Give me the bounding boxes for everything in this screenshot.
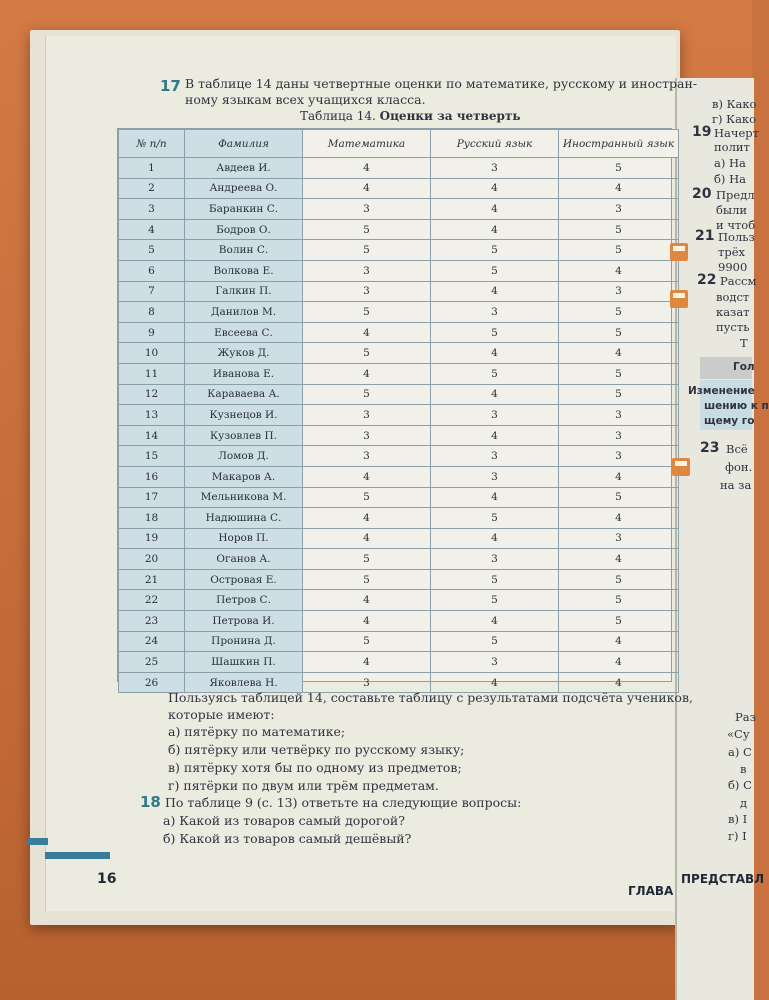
cell-foreign: 4 xyxy=(559,466,679,487)
cell-math: 4 xyxy=(303,466,431,487)
cell-math: 3 xyxy=(303,260,431,281)
cell-number: 22 xyxy=(119,590,185,611)
cell-math: 4 xyxy=(303,508,431,529)
cell-surname: Галкин П. xyxy=(185,281,303,302)
cell-surname: Островая Е. xyxy=(185,569,303,590)
cell-russian: 4 xyxy=(431,425,559,446)
cell-foreign: 4 xyxy=(559,343,679,364)
cell-russian: 3 xyxy=(431,549,559,570)
rp-task-22-line2: водст xyxy=(716,290,750,304)
cell-number: 10 xyxy=(119,343,185,364)
rp-task-23-line3: на за xyxy=(720,478,752,492)
footer-accent-bar xyxy=(45,852,110,859)
cell-number: 16 xyxy=(119,466,185,487)
cell-russian: 3 xyxy=(431,302,559,323)
rp-task-22-number: 22 xyxy=(697,272,717,288)
rp-line-g: г) Како xyxy=(712,112,757,126)
table-row xyxy=(119,508,679,529)
cell-math: 5 xyxy=(303,384,431,405)
table-row xyxy=(119,631,679,652)
cell-foreign: 5 xyxy=(559,569,679,590)
cell-russian: 4 xyxy=(431,178,559,199)
table-row xyxy=(119,240,679,261)
rp-lower-line7: в) І xyxy=(728,812,748,826)
cell-number: 6 xyxy=(119,260,185,281)
cell-surname: Надюшина С. xyxy=(185,508,303,529)
cell-russian: 4 xyxy=(431,672,559,693)
table-row xyxy=(119,322,679,343)
table-row xyxy=(119,425,679,446)
rp-task-20-number: 20 xyxy=(692,186,712,202)
rp-lower-line3: а) С xyxy=(728,745,752,759)
cell-russian: 5 xyxy=(431,569,559,590)
table-row xyxy=(119,466,679,487)
rp-task-20-line1: Предл xyxy=(716,188,755,202)
cell-surname: Петрова И. xyxy=(185,611,303,632)
cell-surname: Караваева А. xyxy=(185,384,303,405)
rp-lower-line5: б) С xyxy=(728,778,752,792)
cell-surname: Волкова Е. xyxy=(185,260,303,281)
rp-task-21-line1: Польз xyxy=(718,230,755,244)
table-row xyxy=(119,405,679,426)
rp-task-23-line1: Всё xyxy=(726,442,748,456)
task-18-text: По таблице 9 (с. 13) ответьте на следующие вопросы: xyxy=(165,795,522,810)
header-surname: Фамилия xyxy=(185,130,303,158)
rp-task-20-line3: и чтоб xyxy=(716,218,756,232)
cell-math: 3 xyxy=(303,425,431,446)
cell-foreign: 5 xyxy=(559,158,679,179)
cell-math: 4 xyxy=(303,322,431,343)
grades-table xyxy=(117,128,675,689)
cell-number: 8 xyxy=(119,302,185,323)
footer-accent-bar-left xyxy=(28,838,48,845)
cell-russian: 3 xyxy=(431,466,559,487)
cell-russian: 5 xyxy=(431,508,559,529)
cell-russian: 5 xyxy=(431,590,559,611)
cell-foreign: 5 xyxy=(559,322,679,343)
table-title xyxy=(300,109,521,123)
cell-russian: 4 xyxy=(431,343,559,364)
cell-math: 4 xyxy=(303,158,431,179)
rp-lower-line6: д xyxy=(740,796,748,810)
cell-foreign: 3 xyxy=(559,199,679,220)
cell-surname: Евсеева С. xyxy=(185,322,303,343)
cell-foreign: 4 xyxy=(559,652,679,673)
header-number: № п/п xyxy=(119,130,185,158)
cell-russian: 4 xyxy=(431,219,559,240)
table-row xyxy=(119,178,679,199)
instruction-line1: Пользуясь таблицей 14, составьте таблицу с результатами подсчёта учеников, xyxy=(168,690,693,705)
cell-number: 11 xyxy=(119,363,185,384)
rp-task-19-b: б) На xyxy=(714,172,746,186)
cell-surname: Норов П. xyxy=(185,528,303,549)
cell-number: 2 xyxy=(119,178,185,199)
cell-foreign: 5 xyxy=(559,240,679,261)
rp-lower-line1: Раз xyxy=(735,710,756,724)
cell-foreign: 5 xyxy=(559,219,679,240)
table-title-prefix: Таблица 14. xyxy=(300,109,376,123)
cell-math: 4 xyxy=(303,363,431,384)
header-russian: Русский язык xyxy=(431,130,559,158)
cell-math: 3 xyxy=(303,672,431,693)
cell-surname: Бодров О. xyxy=(185,219,303,240)
cell-math: 3 xyxy=(303,199,431,220)
cell-math: 4 xyxy=(303,590,431,611)
table-row xyxy=(119,549,679,570)
cell-russian: 3 xyxy=(431,446,559,467)
cell-number: 20 xyxy=(119,549,185,570)
item-b: б) пятёрку или четвёрку по русскому языку; xyxy=(168,742,465,757)
cell-russian: 3 xyxy=(431,405,559,426)
cell-surname: Андреева О. xyxy=(185,178,303,199)
cell-math: 4 xyxy=(303,178,431,199)
rp-task-21-line3: 9900 xyxy=(718,260,748,274)
rp-task-22-line4: пусть xyxy=(716,320,750,334)
cell-russian: 3 xyxy=(431,158,559,179)
item-d: г) пятёрки по двум или трём предметам. xyxy=(168,778,439,793)
table-header-row xyxy=(119,130,679,158)
cell-foreign: 4 xyxy=(559,178,679,199)
table-row xyxy=(119,384,679,405)
cell-russian: 5 xyxy=(431,240,559,261)
cell-number: 15 xyxy=(119,446,185,467)
header-foreign: Иностранный язык xyxy=(559,130,679,158)
cell-foreign: 4 xyxy=(559,549,679,570)
table-row xyxy=(119,569,679,590)
cell-foreign: 4 xyxy=(559,631,679,652)
rp-gray-header-text: Гол xyxy=(733,361,755,373)
cell-number: 5 xyxy=(119,240,185,261)
cell-math: 3 xyxy=(303,405,431,426)
task-17-line2: ному языкам всех учащихся класса. xyxy=(185,92,426,107)
cell-foreign: 4 xyxy=(559,260,679,281)
cell-russian: 3 xyxy=(431,652,559,673)
table-row xyxy=(119,260,679,281)
instruction-line2: которые имеют: xyxy=(168,707,275,722)
task-18-number: 18 xyxy=(140,793,161,811)
cell-surname: Авдеев И. xyxy=(185,158,303,179)
footer-chapter-title: ПРЕДСТАВЛ xyxy=(681,872,765,886)
cell-foreign: 5 xyxy=(559,487,679,508)
cell-foreign: 5 xyxy=(559,363,679,384)
table-row xyxy=(119,302,679,323)
rp-box-line1: Изменение xyxy=(688,385,755,397)
table-row xyxy=(119,528,679,549)
cell-number: 14 xyxy=(119,425,185,446)
rp-task-19-line2: полит xyxy=(714,140,750,154)
calculator-icon xyxy=(670,243,688,261)
cell-number: 7 xyxy=(119,281,185,302)
cell-surname: Кузнецов И. xyxy=(185,405,303,426)
cell-surname: Петров С. xyxy=(185,590,303,611)
cell-surname: Мельникова М. xyxy=(185,487,303,508)
page-number: 16 xyxy=(97,871,117,887)
rp-box-line2: шению к п xyxy=(704,400,769,412)
item-c: в) пятёрку хотя бы по одному из предметов; xyxy=(168,760,462,775)
cell-math: 4 xyxy=(303,528,431,549)
cell-math: 5 xyxy=(303,569,431,590)
rp-task-21-line2: трёх xyxy=(718,245,746,259)
table-title-text: Оценки за четверть xyxy=(379,109,521,123)
cell-russian: 4 xyxy=(431,384,559,405)
cell-number: 26 xyxy=(119,672,185,693)
cell-number: 3 xyxy=(119,199,185,220)
cell-russian: 5 xyxy=(431,363,559,384)
rp-line-v: в) Како xyxy=(712,97,757,111)
cell-surname: Жуков Д. xyxy=(185,343,303,364)
cell-surname: Яковлева Н. xyxy=(185,672,303,693)
cell-russian: 4 xyxy=(431,528,559,549)
item-a: а) пятёрку по математике; xyxy=(168,724,346,739)
cell-math: 5 xyxy=(303,343,431,364)
cell-foreign: 3 xyxy=(559,528,679,549)
task-17-number: 17 xyxy=(160,77,181,95)
cell-surname: Иванова Е. xyxy=(185,363,303,384)
calculator-icon xyxy=(672,458,690,476)
cell-math: 4 xyxy=(303,611,431,632)
cell-number: 13 xyxy=(119,405,185,426)
cell-math: 5 xyxy=(303,219,431,240)
table-row xyxy=(119,363,679,384)
task-18-a: а) Какой из товаров самый дорогой? xyxy=(163,813,405,828)
table-row xyxy=(119,219,679,240)
cell-math: 5 xyxy=(303,240,431,261)
rp-task-22-line1: Рассм xyxy=(720,274,757,288)
cell-foreign: 4 xyxy=(559,672,679,693)
cell-surname: Оганов А. xyxy=(185,549,303,570)
cell-number: 1 xyxy=(119,158,185,179)
cell-number: 4 xyxy=(119,219,185,240)
cell-russian: 4 xyxy=(431,611,559,632)
table-row xyxy=(119,343,679,364)
cell-number: 21 xyxy=(119,569,185,590)
cell-surname: Волин С. xyxy=(185,240,303,261)
cell-number: 25 xyxy=(119,652,185,673)
cell-surname: Данилов М. xyxy=(185,302,303,323)
cell-number: 23 xyxy=(119,611,185,632)
table-row xyxy=(119,281,679,302)
cell-surname: Макаров А. xyxy=(185,466,303,487)
rp-task-22-line5: Т xyxy=(740,336,748,350)
table-row xyxy=(119,446,679,467)
cell-foreign: 3 xyxy=(559,446,679,467)
cell-number: 18 xyxy=(119,508,185,529)
cell-russian: 5 xyxy=(431,322,559,343)
cell-foreign: 5 xyxy=(559,611,679,632)
cell-number: 12 xyxy=(119,384,185,405)
table-row xyxy=(119,652,679,673)
cell-surname: Шашкин П. xyxy=(185,652,303,673)
footer-chapter: ГЛАВА xyxy=(628,884,674,898)
rp-lower-line8: г) І xyxy=(728,829,747,843)
cell-foreign: 3 xyxy=(559,405,679,426)
cell-math: 5 xyxy=(303,302,431,323)
cell-math: 5 xyxy=(303,549,431,570)
cell-foreign: 3 xyxy=(559,425,679,446)
cell-math: 5 xyxy=(303,631,431,652)
cell-foreign: 3 xyxy=(559,281,679,302)
table-row xyxy=(119,487,679,508)
rp-task-22-line3: казат xyxy=(716,305,750,319)
cell-math: 3 xyxy=(303,281,431,302)
rp-lower-line2: «Су xyxy=(727,727,750,741)
cell-surname: Ломов Д. xyxy=(185,446,303,467)
rp-box-line3: щему го xyxy=(704,415,755,427)
rp-task-23-number: 23 xyxy=(700,440,720,456)
cell-russian: 4 xyxy=(431,199,559,220)
rp-task-19-a: а) На xyxy=(714,156,746,170)
cell-foreign: 5 xyxy=(559,590,679,611)
cell-foreign: 5 xyxy=(559,384,679,405)
rp-task-19-line1: Начерт xyxy=(714,126,760,140)
cell-surname: Баранкин С. xyxy=(185,199,303,220)
rp-task-19-number: 19 xyxy=(692,124,712,140)
cell-number: 9 xyxy=(119,322,185,343)
cell-russian: 4 xyxy=(431,487,559,508)
table-row xyxy=(119,611,679,632)
table-row xyxy=(119,158,679,179)
rp-lower-line4: в xyxy=(740,762,747,776)
rp-task-20-line2: были xyxy=(716,203,748,217)
cell-number: 17 xyxy=(119,487,185,508)
cell-math: 5 xyxy=(303,487,431,508)
table-row xyxy=(119,590,679,611)
task-17-line1: В таблице 14 даны четвертные оценки по математике, русскому и иностран- xyxy=(185,76,698,91)
cell-number: 24 xyxy=(119,631,185,652)
table-row xyxy=(119,199,679,220)
cell-foreign: 5 xyxy=(559,302,679,323)
header-math: Математика xyxy=(303,130,431,158)
cell-surname: Кузовлев П. xyxy=(185,425,303,446)
rp-task-21-number: 21 xyxy=(695,228,715,244)
cell-surname: Пронина Д. xyxy=(185,631,303,652)
cell-math: 4 xyxy=(303,652,431,673)
cell-math: 3 xyxy=(303,446,431,467)
cell-foreign: 4 xyxy=(559,508,679,529)
cell-russian: 5 xyxy=(431,260,559,281)
cell-russian: 5 xyxy=(431,631,559,652)
rp-task-23-line2: фон. xyxy=(725,460,753,474)
task-18-b: б) Какой из товаров самый дешёвый? xyxy=(163,831,412,846)
calculator-icon xyxy=(670,290,688,308)
cell-number: 19 xyxy=(119,528,185,549)
cell-russian: 4 xyxy=(431,281,559,302)
